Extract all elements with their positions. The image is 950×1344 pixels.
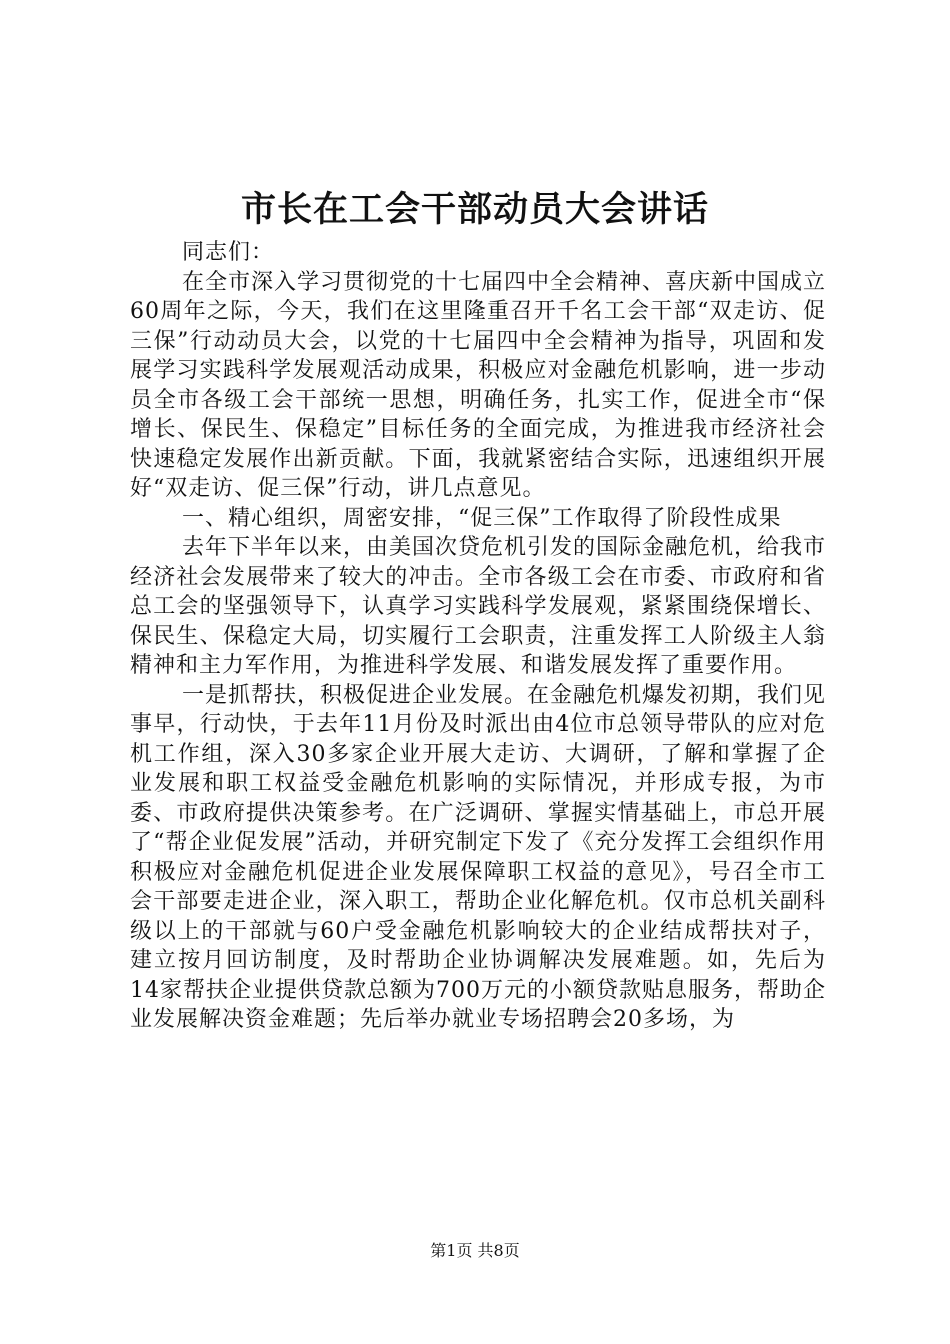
salutation-paragraph: 同志们： bbox=[182, 240, 275, 265]
intro-paragraph: 在全市深入学习贯彻党的十七届四中全会精神、喜庆新中国成立60周年之际，今天，我们在这里隆重召开千名工会干部“双走访、促三保”行动动员大会，以党的十七届四中全会精神为指导，巩固和发展学习实践科学发展观活动成果，积极应对金融危机影响，进一步动员全市各级工会干部统一思想，明确任务，扎实工作，促进全市“保增长、保民生、保稳定”目标任务的全面完成，为推进我市经济社会快速稳定发展作出新贡献。下面，我就紧密结合实际，迅速组织开展好“双走访、促三保”行动，讲几点意见。 bbox=[130, 269, 827, 501]
section-heading: 一、精心组织，周密安排，“促三保”工作取得了阶段性成果 bbox=[182, 505, 782, 531]
page-footer: 第1页 共8页 bbox=[430, 1241, 520, 1260]
document-title: 市长在工会干部动员大会讲话 bbox=[240, 189, 709, 230]
body-paragraph: 去年下半年以来，由美国次贷危机引发的国际金融危机，给我市经济社会发展带来了较大的冲击。全市各级工会在市委、市政府和省总工会的坚强领导下，认真学习实践科学发展观，紧紧围绕保增长、保民生、保稳定大局，切实履行工会职责，注重发挥工人阶级主人翁精神和主力军作用，为推进科学发展、和谐发展发挥了重要作用。 bbox=[130, 535, 827, 678]
document-body bbox=[130, 238, 826, 1035]
body-paragraph: 一是抓帮扶，积极促进企业发展。在金融危机爆发初期，我们见事早，行动快，于去年11月份及时派出由4位市总领导带队的应对危机工作组，深入30多家企业开展大走访、大调研，了解和掌握了企业发展和职工权益受金融危机影响的实际情况，并形成专报，为市委、市政府提供决策参考。在广泛调研、掌握实情基础上，市总开展了“帮企业促发展”活动，并研究制定下发了《充分发挥工会组织作用积极应对金融危机促进企业发展保障职工权益的意见》，号召全市工会干部要走进企业，深入职工，帮助企业化解危机。仅市总机关副科级以上的干部就与60户受金融危机影响较大的企业结成帮扶对子，建立按月回访制度，及时帮助企业协调解决发展难题。如，先后为14家帮扶企业提供贷款总额为700万元的小额贷款贴息服务，帮助企业发展解决资金难题；先后举办就业专场招聘会20多场，为 bbox=[130, 682, 827, 1032]
